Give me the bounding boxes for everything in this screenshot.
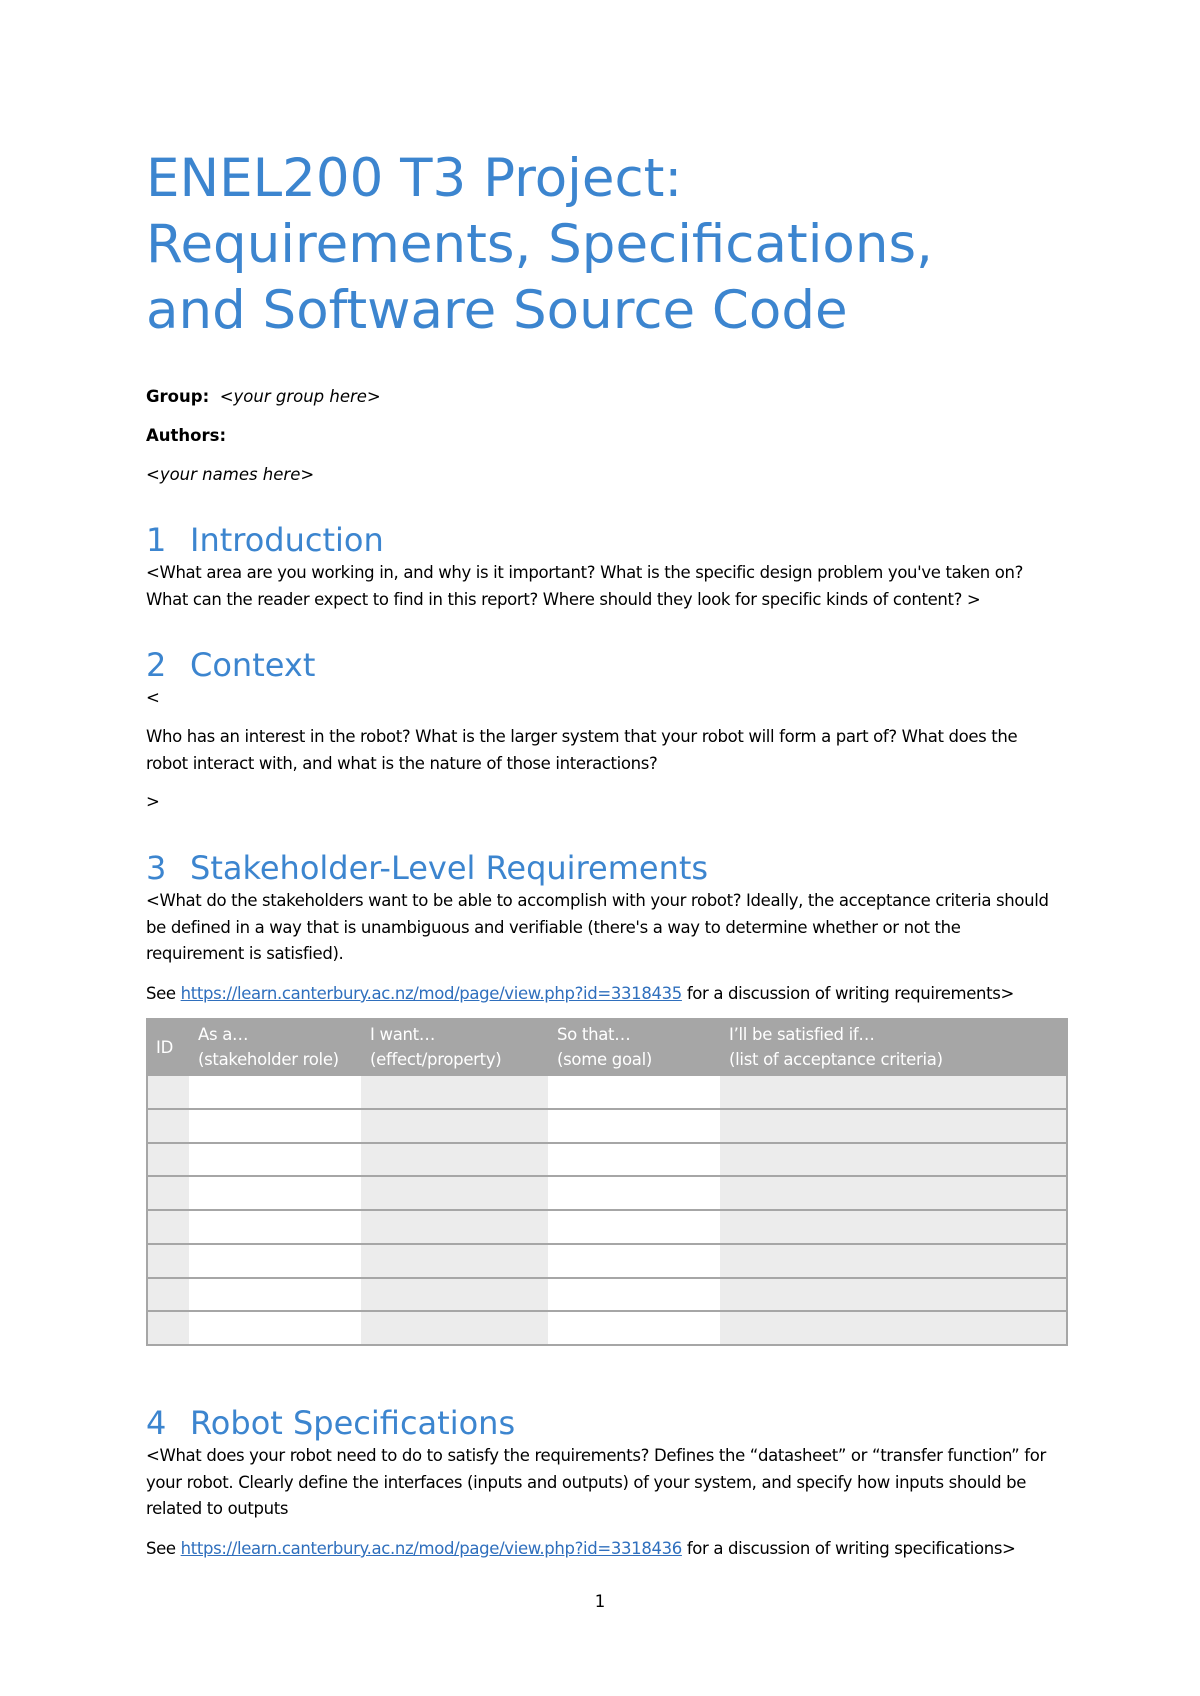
cell-id[interactable] <box>147 1311 189 1345</box>
section-3-see-line <box>146 981 1062 1008</box>
cell-id[interactable] <box>147 1210 189 1244</box>
group-value[interactable]: <your group here> <box>219 387 381 406</box>
cell-id[interactable] <box>147 1143 189 1177</box>
section-3-see-prefix: See <box>146 984 181 1003</box>
header-id: ID <box>147 1019 189 1075</box>
cell-i-want[interactable] <box>361 1176 548 1210</box>
cell-so-that[interactable] <box>548 1075 720 1109</box>
table-row <box>147 1244 1067 1278</box>
section-4-see-prefix: See <box>146 1539 181 1558</box>
group-label: Group: <box>146 387 210 406</box>
table-row <box>147 1176 1067 1210</box>
document-title-line-1: ENEL200 T3 Project: <box>146 148 683 209</box>
group-line <box>146 386 1062 408</box>
cell-as-a[interactable] <box>189 1210 361 1244</box>
cell-satisfied-if[interactable] <box>720 1109 1067 1143</box>
cell-so-that[interactable] <box>548 1143 720 1177</box>
cell-as-a[interactable] <box>189 1176 361 1210</box>
section-4-see-suffix: for a discussion of writing specifications> <box>681 1539 1016 1558</box>
section-4-title: Robot Specifications <box>190 1404 516 1442</box>
cell-satisfied-if[interactable] <box>720 1210 1067 1244</box>
section-1-heading <box>146 520 384 560</box>
section-3-heading <box>146 848 708 888</box>
table-row <box>147 1278 1067 1312</box>
section-3-body: <What do the stakeholders want to be able to accomplish with your robot? Ideally, the acceptance criteria should be defined in a way that is unambiguous and verifiable (there's a way to determine whether or not the requirement is satisfied). <box>146 891 1049 963</box>
header-satisfied-if: I’ll be satisfied if… (list of acceptance criteria) <box>720 1019 1067 1075</box>
table-row <box>147 1109 1067 1143</box>
section-1-body: <What area are you working in, and why is it important? What is the specific design problem you've taken on? What can the reader expect to find in this report? Where should they look for specific kinds of content? > <box>146 563 1024 609</box>
header-so-that: So that… (some goal) <box>548 1019 720 1075</box>
cell-i-want[interactable] <box>361 1210 548 1244</box>
section-4-number: 4 <box>146 1404 167 1442</box>
table-row <box>147 1311 1067 1345</box>
document-title-line-3: and Software Source Code <box>146 280 848 341</box>
cell-as-a[interactable] <box>189 1143 361 1177</box>
section-1-number: 1 <box>146 521 167 559</box>
authors-label: Authors: <box>146 426 227 445</box>
cell-so-that[interactable] <box>548 1210 720 1244</box>
cell-satisfied-if[interactable] <box>720 1244 1067 1278</box>
cell-satisfied-if[interactable] <box>720 1311 1067 1345</box>
cell-i-want[interactable] <box>361 1244 548 1278</box>
table-row <box>147 1075 1067 1109</box>
section-3-number: 3 <box>146 849 167 887</box>
requirements-table <box>146 1018 1068 1346</box>
table-row <box>147 1210 1067 1244</box>
section-4-body: <What does your robot need to do to satisfy the requirements? Defines the “datasheet” or “transfer function” for your robot. Clearly define the interfaces (inputs and outputs) of your system, and specify how inputs should be related to outputs <box>146 1446 1046 1518</box>
section-2-close-bracket: > <box>146 792 160 811</box>
cell-so-that[interactable] <box>548 1278 720 1312</box>
cell-i-want[interactable] <box>361 1109 548 1143</box>
cell-as-a[interactable] <box>189 1075 361 1109</box>
cell-satisfied-if[interactable] <box>720 1176 1067 1210</box>
page-number: 1 <box>594 1592 606 1611</box>
authors-line <box>146 425 1062 447</box>
section-4-see-line <box>146 1536 1062 1563</box>
requirements-guide-link[interactable]: https://learn.canterbury.ac.nz/mod/page/view.php?id=3318435 <box>180 984 682 1003</box>
cell-so-that[interactable] <box>548 1109 720 1143</box>
cell-i-want[interactable] <box>361 1278 548 1312</box>
header-as-a: As a… (stakeholder role) <box>189 1019 361 1075</box>
cell-id[interactable] <box>147 1278 189 1312</box>
section-1-title: Introduction <box>190 521 384 559</box>
table-row <box>147 1143 1067 1177</box>
specifications-guide-link[interactable]: https://learn.canterbury.ac.nz/mod/page/view.php?id=3318436 <box>180 1539 682 1558</box>
authors-value-line <box>146 464 1062 486</box>
section-2-body: Who has an interest in the robot? What is the larger system that your robot will form a part of? What does the robot interact with, and what is the nature of those interactions? <box>146 727 1018 773</box>
cell-as-a[interactable] <box>189 1244 361 1278</box>
section-4-heading <box>146 1403 515 1443</box>
cell-i-want[interactable] <box>361 1311 548 1345</box>
cell-id[interactable] <box>147 1075 189 1109</box>
authors-value[interactable]: <your names here> <box>146 465 315 484</box>
table-header-row <box>147 1019 1067 1075</box>
cell-satisfied-if[interactable] <box>720 1278 1067 1312</box>
cell-so-that[interactable] <box>548 1176 720 1210</box>
cell-satisfied-if[interactable] <box>720 1075 1067 1109</box>
cell-i-want[interactable] <box>361 1075 548 1109</box>
cell-as-a[interactable] <box>189 1278 361 1312</box>
cell-so-that[interactable] <box>548 1311 720 1345</box>
cell-id[interactable] <box>147 1109 189 1143</box>
header-i-want: I want… (effect/property) <box>361 1019 548 1075</box>
section-3-see-suffix: for a discussion of writing requirements> <box>681 984 1014 1003</box>
cell-as-a[interactable] <box>189 1311 361 1345</box>
section-2-open-bracket: < <box>146 688 160 707</box>
cell-so-that[interactable] <box>548 1244 720 1278</box>
cell-id[interactable] <box>147 1176 189 1210</box>
cell-i-want[interactable] <box>361 1143 548 1177</box>
document-title-line-2: Requirements, Specifications, <box>146 214 933 275</box>
section-2-title: Context <box>190 646 316 684</box>
section-2-number: 2 <box>146 646 167 684</box>
cell-id[interactable] <box>147 1244 189 1278</box>
cell-satisfied-if[interactable] <box>720 1143 1067 1177</box>
cell-as-a[interactable] <box>189 1109 361 1143</box>
section-3-title: Stakeholder-Level Requirements <box>190 849 709 887</box>
section-2-heading <box>146 645 315 685</box>
